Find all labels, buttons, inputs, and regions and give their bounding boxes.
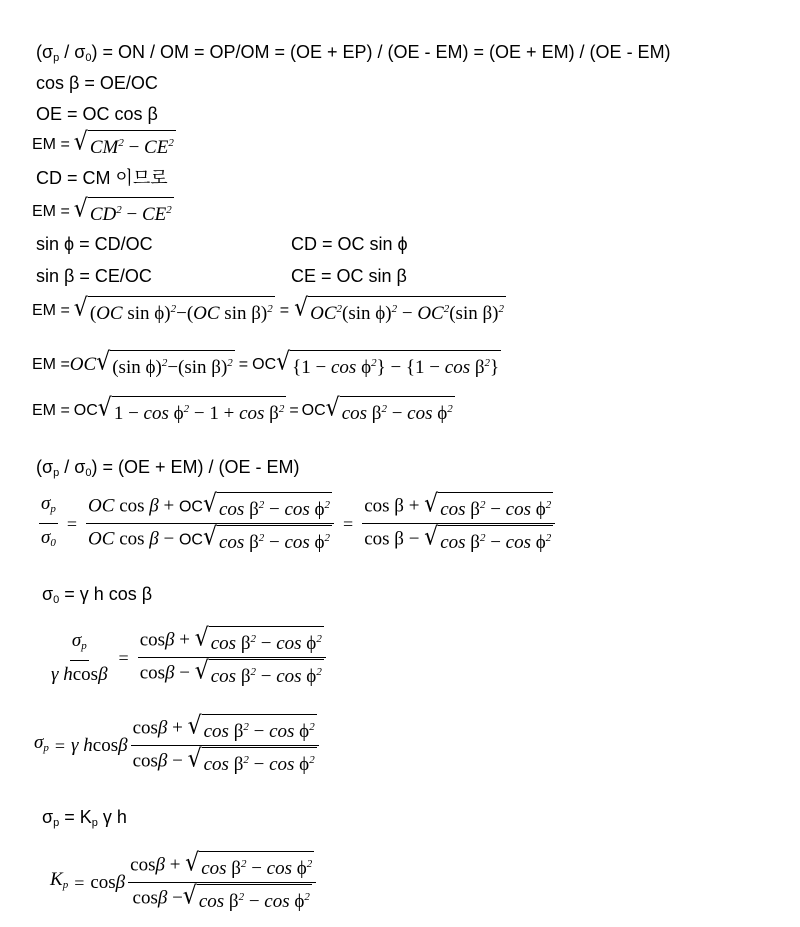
equation-line-14: $\sigma_0 = \gamma$ h cos β <box>42 584 153 606</box>
text: EM = <box>32 203 70 220</box>
text: EM = <box>32 136 70 153</box>
text: ) = ON / OM = OP/OM = (OE + EP) / (OE - EM) = (OE + EM) / (OE - EM) <box>91 42 671 62</box>
text: (σ <box>36 42 54 62</box>
equation-line-10: EM = OC √ (sin ϕ)$^2$−(sin β)$^2$ = OC √ $\{1 - \cos \phi^2\} - \{1 - \cos \beta^2\}$ <box>32 348 500 378</box>
equation-line-18: $K_p$ = cosβ cosβ + √ $\cos \beta^2 - \cos \phi^2$ cosβ − √ $\cos \beta^2 - \cos \phi^2$ <box>50 850 319 915</box>
equation-line-1 <box>36 40 671 70</box>
text: cos β = OE/OC <box>36 73 158 93</box>
equation-line-3 <box>36 102 158 126</box>
subscript: 0 <box>85 52 92 64</box>
equation-line-7a: sin ϕ = CD/OC <box>36 234 153 254</box>
equation-line-16: $\sigma_p$ = γ hcosβ cosβ + √ $\cos \beta^2 - \cos \phi^2$ cosβ − √ $\cos \beta^2 - \cos \phi^2$ <box>34 713 322 778</box>
equation-line-12: $(\sigma_p / \sigma_0) = (OE + EM) / (OE - EM)$ <box>36 457 300 479</box>
equation-line-5 <box>36 166 168 190</box>
sqrt: √ $CM^2 - CE^2$ <box>73 128 174 158</box>
equation-line-11: EM = OC √ $1 - \cos \phi^2 - 1 + \cos \beta^2$ = OC √ $\cos \beta^2 - \cos \phi^2$ <box>32 394 453 424</box>
equation-line-9: EM = √ (OC sin ϕ)$^2$−(OC sin β)$^2$ = √ $OC^2(\sin$ $\phi)^2 - OC^2(\sin$ β)$^2$ <box>32 294 504 324</box>
subscript: p <box>53 52 60 64</box>
equation-line-2 <box>36 71 158 95</box>
text: / σ <box>59 42 86 62</box>
text: OE = OC cos β <box>36 104 158 124</box>
equation-line-4 <box>32 130 176 160</box>
equation-line-7b: CD = OC sin ϕ <box>291 234 408 254</box>
equation-line-17: $\sigma_p = K_p$ γ h <box>42 807 127 829</box>
equation-line-13: $\frac{\sigma_p}{\sigma_0}$ = OC cos β + OC √ $\cos \beta^2 - \cos \phi^2$ OC cos β − OC √ $\cos \beta^2 - \cos \phi^2$ = cos β + √ $\cos \beta^2 - \cos \phi^2$ cos β − √ $\cos \beta^2 - \cos \phi^2$ <box>36 490 558 557</box>
text: CD = CM 이므로 <box>36 168 168 188</box>
equation-line-6 <box>32 197 174 227</box>
equation-line-8b: CE = OC sin β <box>291 266 407 286</box>
equation-line-15: $\frac{\sigma_p}{\text{γ hcosβ}}$ = cosβ + √ $\cos \beta^2 - \cos \phi^2$ cosβ − √ $\cos \beta^2 - \cos \phi^2$ <box>46 625 329 690</box>
sqrt: √ $CD^2 - CE^2$ <box>73 195 172 225</box>
equation-line-8a: sin β = CE/OC <box>36 266 152 286</box>
